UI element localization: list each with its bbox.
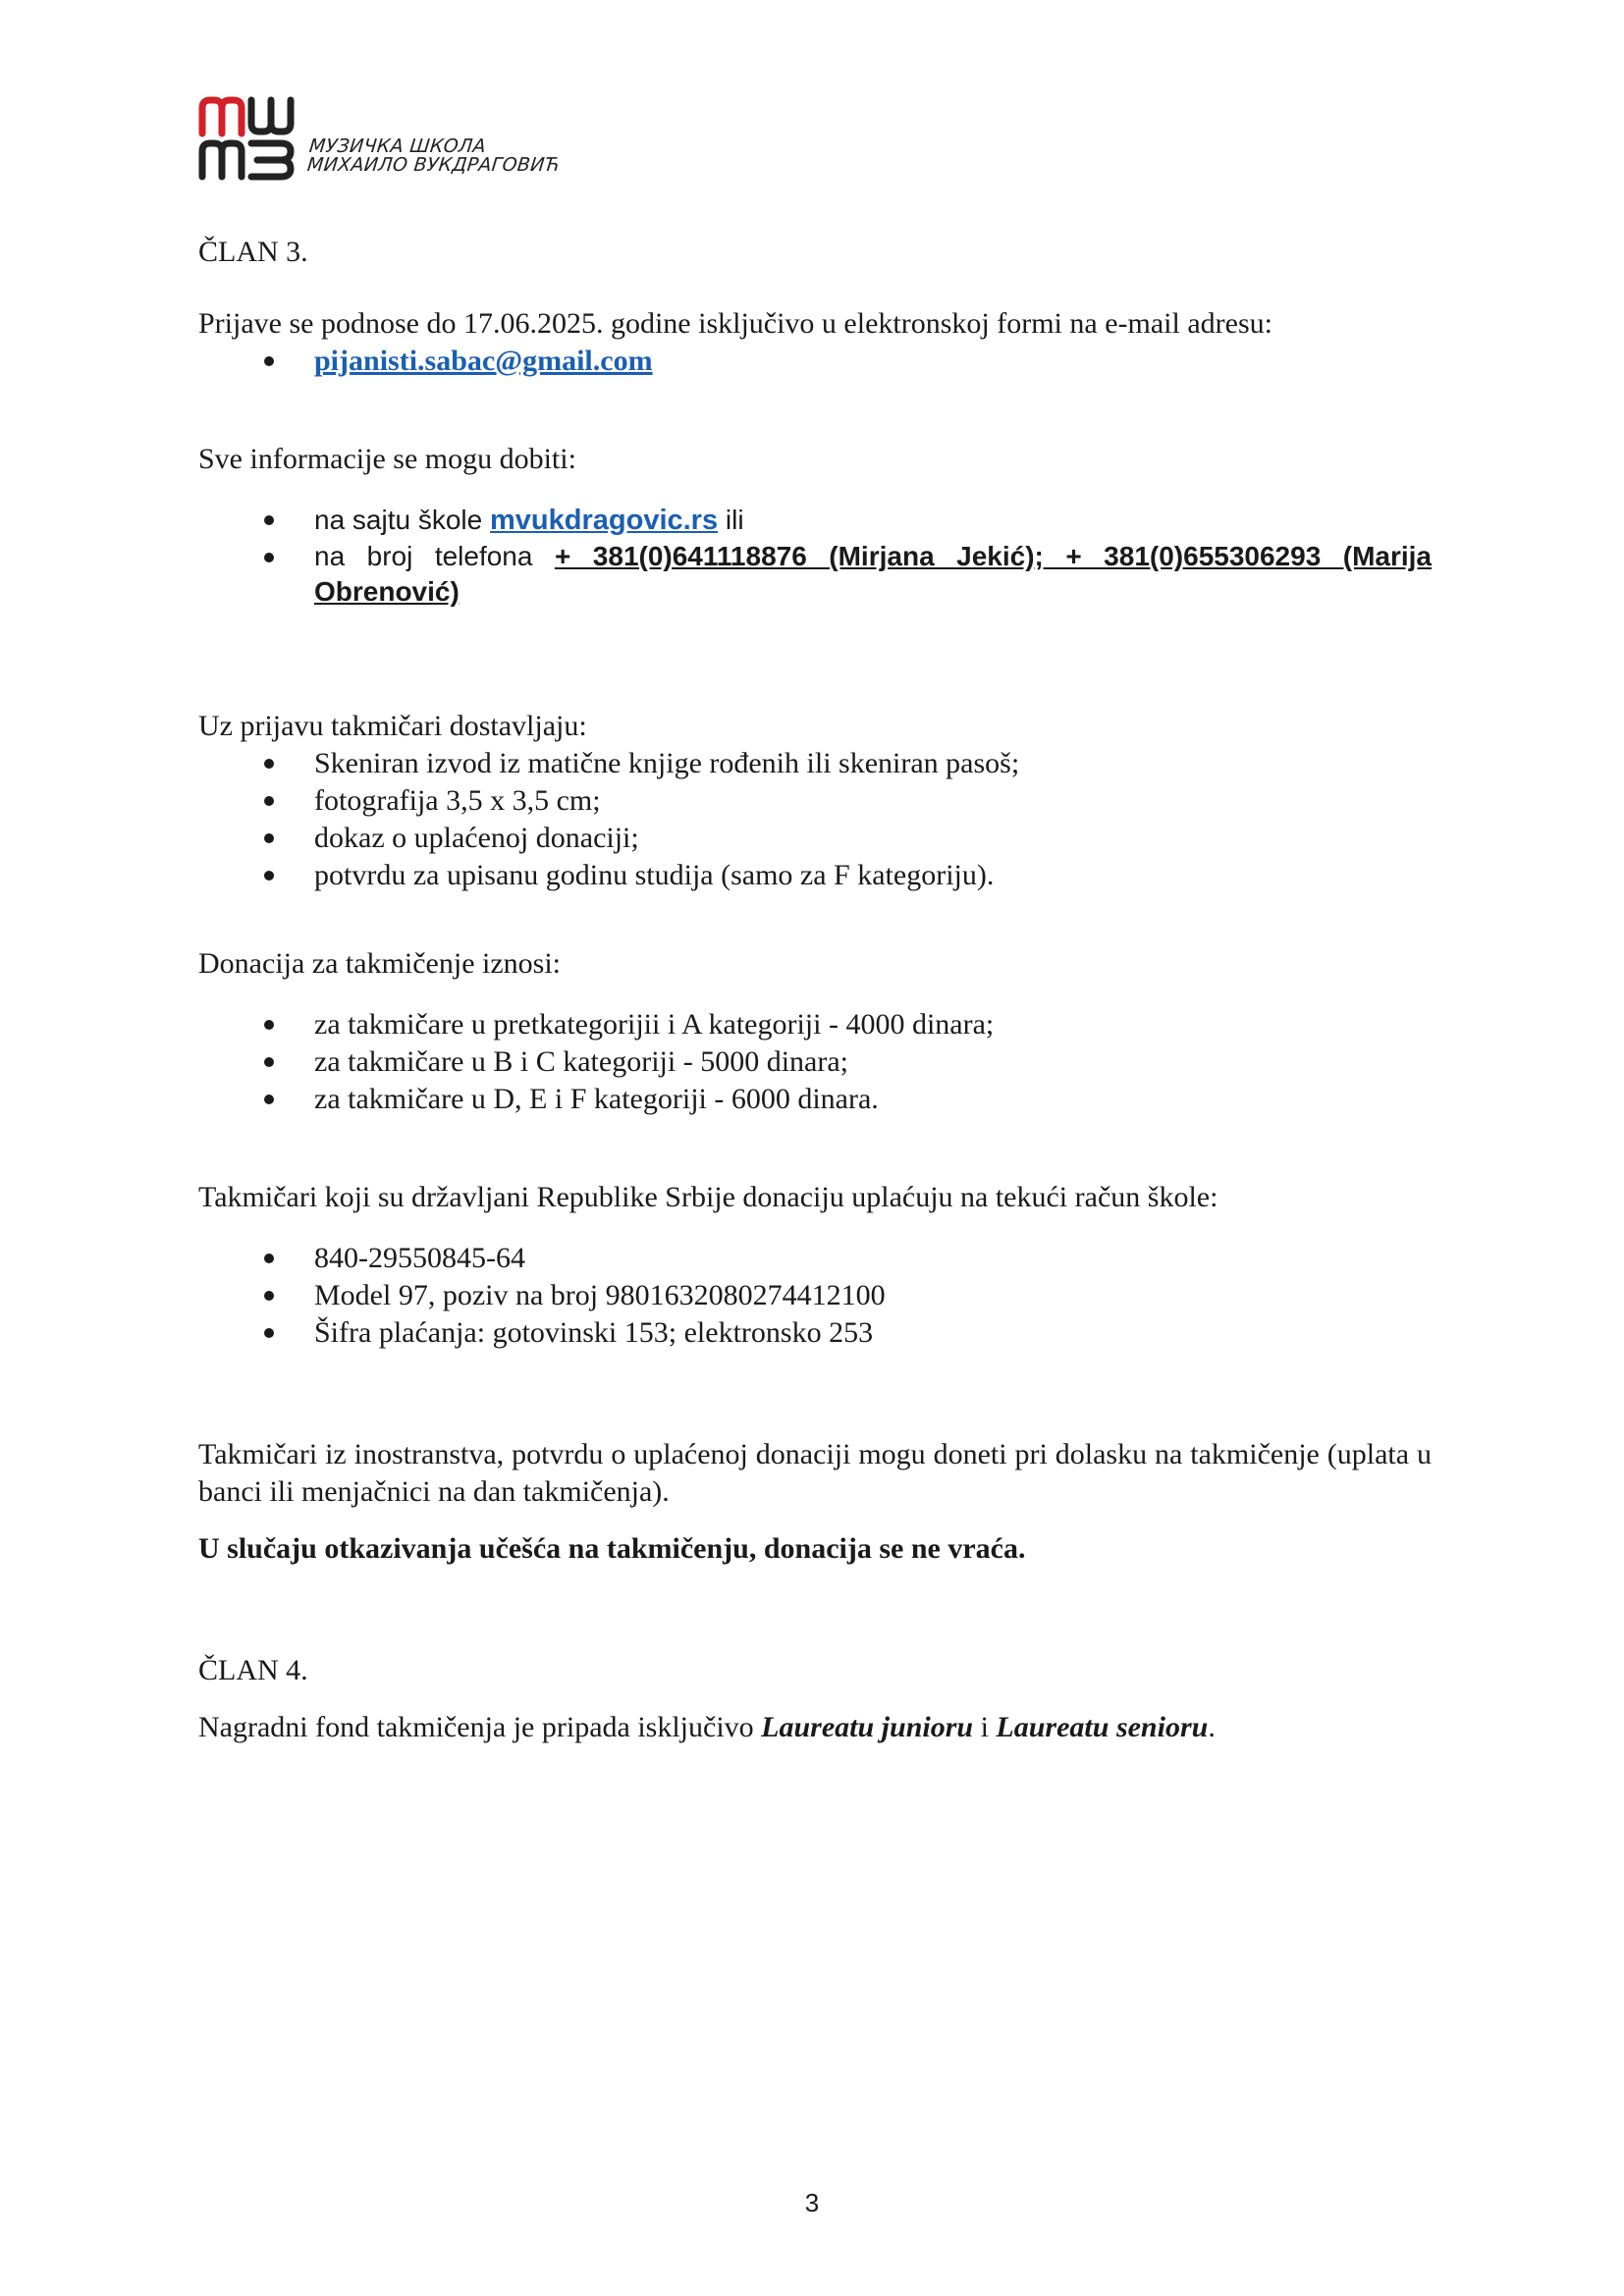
documents-list: [198, 745, 1432, 894]
logo-school-name: [306, 137, 563, 175]
site-prefix: na sajtu škole: [314, 505, 490, 535]
list-item: [198, 343, 1432, 380]
page-number: 3: [804, 2188, 820, 2217]
list-item: za takmičare u B i C kategoriji - 5000 dinara;: [198, 1043, 1432, 1081]
list-item: za takmičare u pretkategorijii i A kategoriji - 4000 dinara;: [198, 1006, 1432, 1043]
donation-intro-text: Donacija za takmičenje iznosi:: [198, 947, 562, 980]
list-item: [198, 539, 1432, 610]
list-item: Šifra plaćanja: gotovinski 153; elektronsko 253: [198, 1314, 1432, 1352]
donation-list: [198, 1006, 1432, 1118]
school-logo: [198, 94, 591, 183]
refund-notice: U slučaju otkazivanja učešća na takmičenju, donacija se ne vraća.: [198, 1532, 1026, 1565]
list-item: [198, 502, 1432, 539]
list-item: fotografija 3,5 x 3,5 cm;: [198, 782, 1432, 820]
list-item: potvrdu za upisanu godinu studija (samo za F kategoriju).: [198, 857, 1432, 894]
list-item: Model 97, poziv na broj 9801632080274412100: [198, 1277, 1432, 1314]
info-list: [198, 502, 1432, 610]
logo-line-2: МИХАИЛО ВУКДРАГОВИЋ: [305, 154, 562, 176]
documents-intro-text: Uz prijavu takmičari dostavljaju:: [198, 710, 587, 742]
list-item: Skeniran izvod iz matične knjige rođenih ili skeniran pasoš;: [198, 745, 1432, 782]
prize-text-suffix: .: [1208, 1711, 1216, 1743]
phone-prefix: na broj telefona: [314, 541, 555, 571]
email-list: [198, 343, 1432, 380]
phone-numbers[interactable]: + 381(0)641118876 (Mirjana Jekić); + 381(0)655306293 (Marija Obrenović): [314, 541, 1433, 607]
list-item: 840-29550845-64: [198, 1240, 1432, 1277]
application-deadline-text: Prijave se podnose do 17.06.2025. godine isključivo u elektronskoj formi na e-mail adresu:: [198, 307, 1272, 340]
laureat-senior: Laureatu senioru: [996, 1711, 1209, 1743]
article-4-heading: ČLAN 4.: [198, 1654, 308, 1686]
list-item: za takmičare u D, E i F kategoriji - 6000 dinara.: [198, 1081, 1432, 1118]
foreign-participants-text: Takmičari iz inostranstva, potvrdu o uplaćenoj donaciji mogu doneti pri dolasku na takmičenje (uplata u banci ili menjačnici na dan takmičenja).: [198, 1438, 1432, 1508]
prize-text-middle: i: [973, 1711, 997, 1743]
article-3-heading: ČLAN 3.: [198, 236, 308, 268]
website-link[interactable]: mvukdragovic.rs: [490, 505, 719, 536]
payment-list: [198, 1240, 1432, 1352]
document-body: [198, 234, 1432, 1746]
logo-mark-icon: [198, 94, 306, 183]
laureat-junior: Laureatu junioru: [761, 1711, 974, 1743]
email-link[interactable]: pijanisti.sabac@gmail.com: [314, 345, 653, 377]
prize-text-prefix: Nagradni fond takmičenja je pripada isključivo: [198, 1711, 762, 1743]
logo-line-1: МУЗИЧКА ШКОЛА: [307, 135, 488, 157]
list-item: dokaz o uplaćenoj donaciji;: [198, 820, 1432, 857]
prize-fund-text: [198, 1709, 1432, 1746]
info-intro-text: Sve informacije se mogu dobiti:: [198, 443, 576, 475]
payment-intro-text: Takmičari koji su državljani Republike Srbije donaciju uplaćuju na tekući račun škole:: [198, 1181, 1218, 1213]
site-suffix: ili: [718, 505, 744, 535]
